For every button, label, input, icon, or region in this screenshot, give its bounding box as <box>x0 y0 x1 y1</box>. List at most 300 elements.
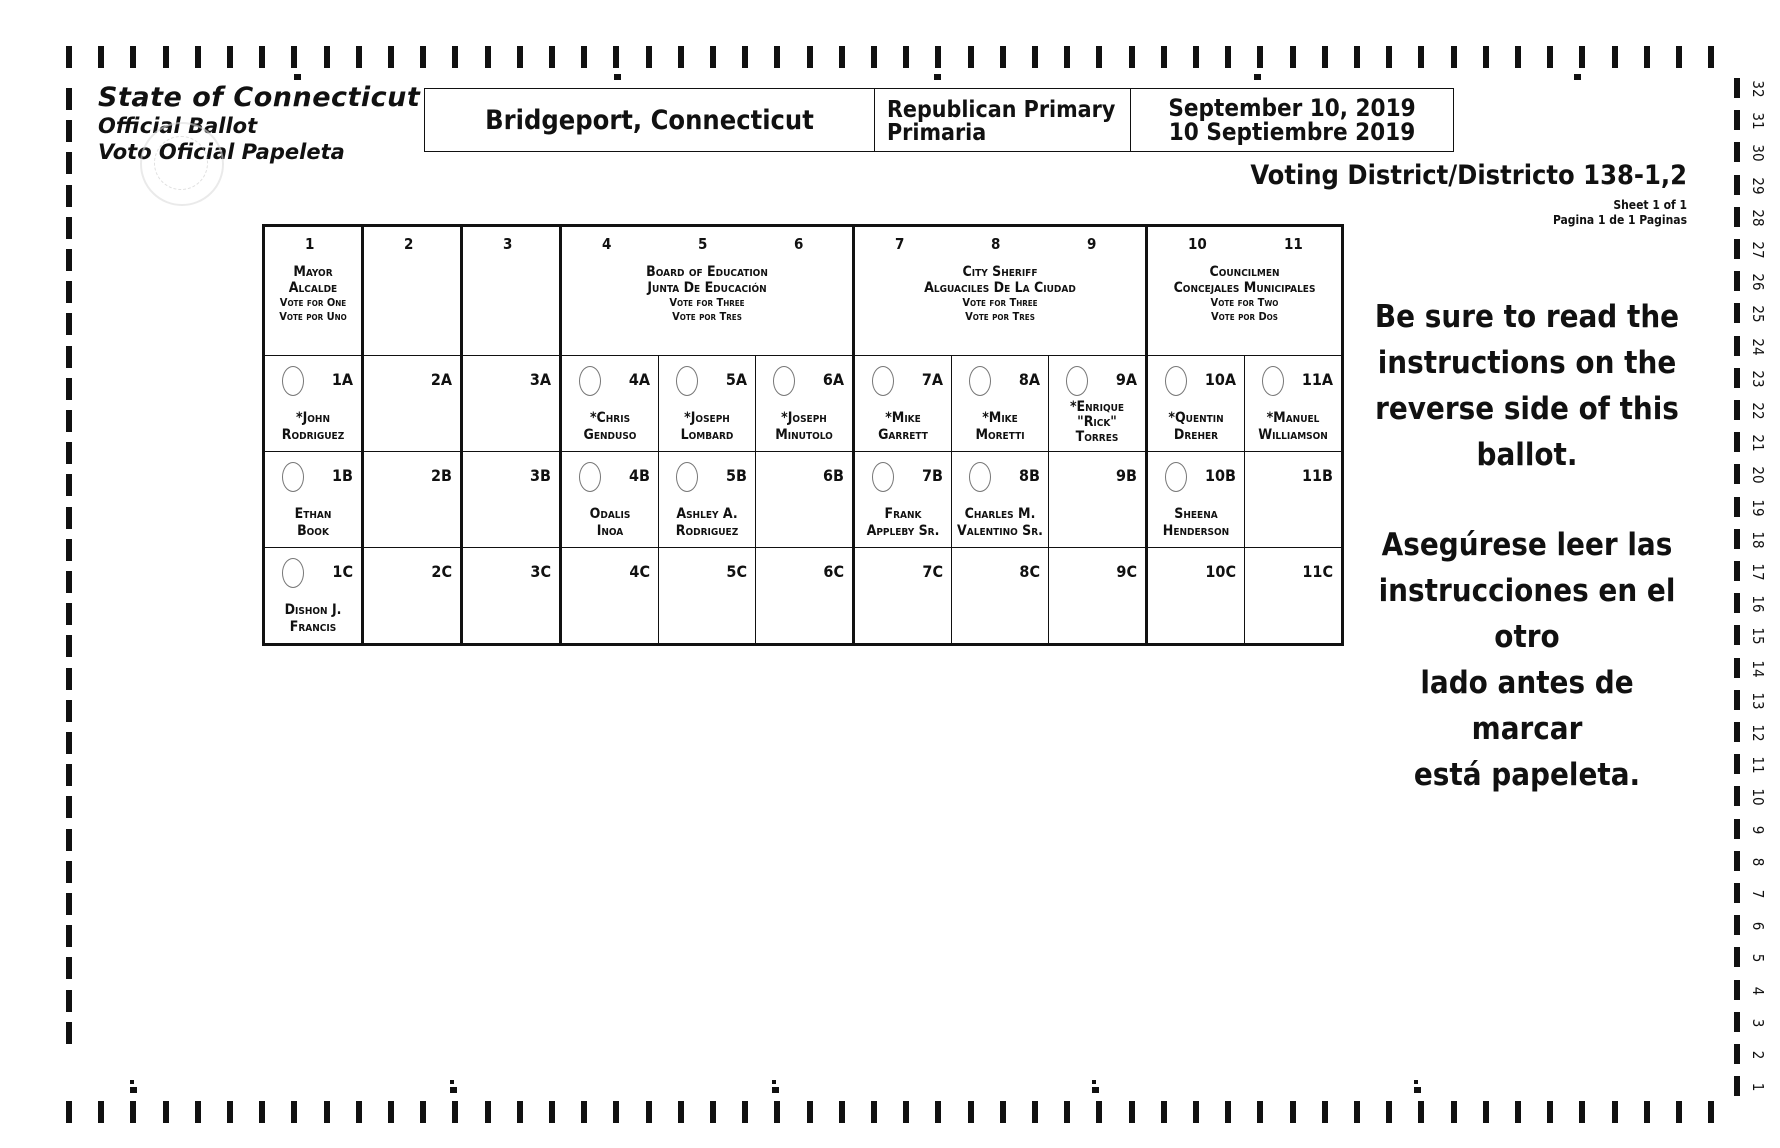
candidate-name-line: *Chris <box>589 410 631 426</box>
side-number: 23 <box>1749 370 1767 388</box>
timing-mark <box>1000 1101 1006 1123</box>
timing-mark <box>871 1101 877 1123</box>
timing-mark <box>1161 1101 1167 1123</box>
side-number: 21 <box>1749 434 1767 452</box>
vote-instruction-en: Vote for Three <box>962 296 1038 309</box>
timing-mark <box>259 46 265 68</box>
sheet-en: Sheet 1 of 1 <box>1613 198 1687 212</box>
column-number: 4 <box>602 235 612 253</box>
candidate-name-line: Frank <box>884 506 922 522</box>
timing-mark <box>66 925 72 947</box>
timing-mark <box>66 539 72 561</box>
timing-mark <box>1734 1076 1740 1096</box>
position-label: 8B <box>1019 466 1040 485</box>
timing-mark <box>66 281 72 303</box>
timing-mark <box>613 1101 619 1123</box>
timing-mark <box>66 635 72 657</box>
timing-mark <box>1734 819 1740 839</box>
candidate-name <box>562 410 658 444</box>
timing-mark <box>66 990 72 1012</box>
timing-mark <box>66 46 72 68</box>
column-number: 11 <box>1284 235 1303 253</box>
column-number: 5 <box>698 235 708 253</box>
candidate-name-line: Garrett <box>878 427 928 443</box>
timing-mark <box>195 1101 201 1123</box>
timing-mark <box>1644 46 1650 68</box>
candidate-name <box>1148 410 1244 444</box>
candidate-name <box>659 410 755 444</box>
ballot-cell <box>363 452 462 548</box>
ballot-cell <box>363 548 462 645</box>
vote-oval[interactable] <box>1165 462 1187 492</box>
side-number: 30 <box>1749 144 1767 162</box>
office-header <box>561 226 854 356</box>
office-title-en: Councilmen <box>1209 264 1280 280</box>
side-number: 28 <box>1749 209 1767 227</box>
instruction-line: Be sure to read the <box>1374 299 1680 335</box>
timing-mark <box>98 46 104 68</box>
position-label: 10A <box>1204 370 1236 389</box>
timing-mark <box>420 46 426 68</box>
vote-oval[interactable] <box>676 462 698 492</box>
timing-mark <box>1708 1101 1714 1123</box>
position-label: 2A <box>430 370 452 389</box>
candidate-name-line: Rodriguez <box>675 523 739 539</box>
timing-mark <box>1579 46 1585 68</box>
candidate-name-line: Ashley A. <box>676 506 738 522</box>
timing-mark <box>66 88 72 110</box>
timing-mark <box>294 74 301 80</box>
timing-mark <box>549 46 555 68</box>
timing-mark <box>1579 1101 1585 1123</box>
position-label: 11B <box>1302 466 1333 485</box>
ballot-cell <box>264 548 363 645</box>
candidate-name <box>265 506 361 540</box>
ballot-cell <box>561 548 659 645</box>
state-seal-icon <box>140 122 224 206</box>
timing-mark <box>646 1101 652 1123</box>
timing-mark <box>66 152 72 174</box>
office-title <box>1148 264 1341 324</box>
timing-mark <box>678 1101 684 1123</box>
position-label: 3A <box>529 370 551 389</box>
timing-mark <box>485 46 491 68</box>
timing-mark <box>66 571 72 593</box>
side-number: 4 <box>1749 986 1767 995</box>
ballot-grid <box>262 224 1344 646</box>
timing-mark <box>1734 625 1740 645</box>
timing-mark <box>66 120 72 142</box>
timing-mark <box>1096 46 1102 68</box>
ballot-cell <box>363 356 462 452</box>
candidate-name-line: *John <box>296 410 330 426</box>
timing-mark <box>1161 46 1167 68</box>
timing-mark <box>903 46 909 68</box>
candidate-name-line: Rodriguez <box>281 427 345 443</box>
timing-mark <box>1734 754 1740 774</box>
timing-mark <box>774 1101 780 1123</box>
timing-mark <box>1734 529 1740 549</box>
candidate-name-line: Inoa <box>596 523 624 539</box>
column-number: 9 <box>1087 235 1097 253</box>
candidate-name-line: *Mike <box>982 410 1018 426</box>
side-number: 3 <box>1749 1018 1767 1028</box>
ballot-cell <box>1049 548 1147 645</box>
timing-mark <box>772 1087 779 1093</box>
position-label: 1B <box>332 466 353 485</box>
side-number: 13 <box>1749 692 1767 710</box>
office-title <box>562 264 852 324</box>
candidate-name-line: *Manuel <box>1266 410 1320 426</box>
side-number: 8 <box>1749 857 1767 867</box>
side-number: 24 <box>1749 338 1767 356</box>
candidate-name-line: Appleby Sr. <box>866 523 940 539</box>
timing-mark <box>968 46 974 68</box>
timing-mark <box>324 1101 330 1123</box>
position-label: 2B <box>431 466 452 485</box>
candidate-name <box>855 410 951 444</box>
position-label: 5C <box>726 562 747 581</box>
timing-mark <box>1734 432 1740 452</box>
ballot-cell <box>952 356 1049 452</box>
candidate-name-line: Dishon J. <box>284 602 342 618</box>
candidate-name-line: Sheena <box>1174 506 1218 522</box>
timing-mark <box>968 1101 974 1123</box>
timing-mark <box>517 1101 523 1123</box>
instruction-line: lado antes de marcar <box>1420 665 1634 747</box>
ballot-cell <box>952 452 1049 548</box>
timing-mark <box>66 957 72 979</box>
timing-mark <box>130 46 136 68</box>
timing-mark <box>935 46 941 68</box>
ballot-cell <box>659 452 756 548</box>
vote-instruction-es: Vote por Uno <box>279 310 347 323</box>
position-label: 3C <box>530 562 551 581</box>
ballot-cell <box>561 452 659 548</box>
timing-mark <box>66 185 72 207</box>
timing-mark <box>1734 658 1740 678</box>
instruction-line: está papeleta. <box>1413 757 1641 793</box>
side-number: 16 <box>1749 595 1767 613</box>
timing-mark <box>1418 1101 1424 1123</box>
timing-mark <box>871 46 877 68</box>
timing-mark <box>66 507 72 529</box>
timing-mark <box>1644 1101 1650 1123</box>
office-title <box>855 264 1145 324</box>
timing-mark <box>1451 46 1457 68</box>
candidate-name-line: Odalis <box>589 506 631 522</box>
vote-instruction-es: Vote por Tres <box>672 310 742 323</box>
timing-mark <box>1734 883 1740 903</box>
vote-oval[interactable] <box>969 366 991 396</box>
timing-mark <box>1064 1101 1070 1123</box>
timing-mark <box>1064 46 1070 68</box>
timing-mark <box>1386 46 1392 68</box>
column-number: 2 <box>404 235 414 253</box>
timing-mark <box>1225 1101 1231 1123</box>
vote-oval[interactable] <box>282 366 304 396</box>
position-label: 9A <box>1115 370 1137 389</box>
candidate-name <box>265 410 361 444</box>
side-number: 27 <box>1749 241 1767 259</box>
timing-mark <box>420 1101 426 1123</box>
timing-mark <box>66 1101 72 1123</box>
ballot-cell <box>462 356 561 452</box>
side-number: 17 <box>1749 563 1767 581</box>
ballot-cell <box>854 356 952 452</box>
position-label: 5B <box>726 466 747 485</box>
vote-oval[interactable] <box>282 558 304 588</box>
instruction-line: reverse side of this <box>1375 391 1679 427</box>
candidate-name-line: Lombard <box>680 427 734 443</box>
side-number: 12 <box>1749 724 1767 742</box>
candidate-name-line: Ethan <box>294 506 332 522</box>
office-header <box>264 226 363 356</box>
timing-mark <box>66 764 72 786</box>
timing-mark <box>163 1101 169 1123</box>
position-label: 6A <box>822 370 844 389</box>
timing-mark <box>1734 142 1740 162</box>
vote-instruction-en: Vote for One <box>279 296 347 309</box>
timing-mark <box>1734 1012 1740 1032</box>
side-number: 7 <box>1749 889 1767 899</box>
office-header <box>363 226 462 356</box>
timing-mark <box>1734 207 1740 227</box>
vote-oval[interactable] <box>1066 366 1088 396</box>
office-header-row <box>264 226 1343 356</box>
party-label <box>875 89 1131 151</box>
vote-oval[interactable] <box>1262 366 1284 396</box>
timing-mark <box>388 1101 394 1123</box>
timing-mark <box>66 732 72 754</box>
timing-mark <box>517 46 523 68</box>
timing-mark <box>66 668 72 690</box>
election-header <box>424 88 1454 152</box>
candidate-row <box>264 452 1343 548</box>
timing-mark <box>356 46 362 68</box>
timing-mark <box>98 1101 104 1123</box>
timing-mark <box>1734 851 1740 871</box>
timing-mark <box>1096 1101 1102 1123</box>
timing-mark <box>1734 786 1740 806</box>
timing-mark <box>1193 46 1199 68</box>
timing-mark <box>1734 110 1740 130</box>
timing-mark <box>66 796 72 818</box>
timing-mark <box>903 1101 909 1123</box>
timing-mark <box>1290 1101 1296 1123</box>
timing-mark <box>1032 46 1038 68</box>
timing-mark <box>1092 1087 1099 1093</box>
side-number: 6 <box>1749 921 1767 931</box>
ballot-cell <box>1245 356 1343 452</box>
timing-mark <box>1734 303 1740 323</box>
ballot-title-en: Official Ballot <box>98 114 258 138</box>
timing-mark <box>1547 1101 1553 1123</box>
ballot-cell <box>756 548 854 645</box>
election-date <box>1131 89 1453 151</box>
timing-mark <box>291 1101 297 1123</box>
timing-mark <box>1354 1101 1360 1123</box>
office-title-es: Junta De Educación <box>647 280 767 296</box>
candidate-row <box>264 548 1343 645</box>
timing-mark <box>549 1101 555 1123</box>
vote-oval[interactable] <box>872 462 894 492</box>
side-number: 5 <box>1749 954 1767 963</box>
office-title <box>265 264 361 324</box>
timing-mark <box>1734 690 1740 710</box>
timing-mark <box>807 1101 813 1123</box>
position-label: 6B <box>823 466 844 485</box>
timing-mark <box>614 74 621 80</box>
vote-oval[interactable] <box>1165 366 1187 396</box>
candidate-name-line: Torres <box>1075 429 1119 445</box>
position-label: 8A <box>1018 370 1040 389</box>
position-label: 10C <box>1205 562 1236 581</box>
sheet-info <box>1553 198 1687 228</box>
office-title-es: Concejales Municipales <box>1173 280 1316 296</box>
ballot-title-es: Voto Oficial Papeleta <box>98 140 345 164</box>
timing-mark <box>450 1087 457 1093</box>
timing-mark <box>450 1080 454 1084</box>
timing-mark <box>1129 46 1135 68</box>
timing-mark <box>1547 46 1553 68</box>
timing-mark <box>324 46 330 68</box>
candidate-name-line: Dreher <box>1173 427 1219 443</box>
ballot-cell <box>1049 356 1147 452</box>
timing-mark <box>1483 1101 1489 1123</box>
position-label: 3B <box>530 466 551 485</box>
party-es: Primaria <box>887 120 987 146</box>
timing-mark <box>130 1101 136 1123</box>
ballot-cell <box>659 356 756 452</box>
timing-mark <box>227 46 233 68</box>
position-label: 4B <box>629 466 650 485</box>
timing-mark <box>66 1022 72 1044</box>
instruction-line: ballot. <box>1476 437 1578 473</box>
timing-mark <box>452 1101 458 1123</box>
side-number: 1 <box>1749 1082 1767 1092</box>
ballot-cell <box>854 452 952 548</box>
candidate-name-line: Charles M. <box>964 506 1036 522</box>
state-title: State of Connecticut <box>98 82 421 113</box>
timing-mark <box>1676 1101 1682 1123</box>
timing-mark <box>1092 1080 1096 1084</box>
timing-mark <box>259 1101 265 1123</box>
timing-mark <box>291 46 297 68</box>
column-number: 1 <box>305 235 315 253</box>
position-label: 2C <box>431 562 452 581</box>
candidate-name-line: Genduso <box>583 427 637 443</box>
party-en: Republican Primary <box>887 97 1116 123</box>
timing-mark <box>1734 175 1740 195</box>
candidate-name <box>1245 410 1341 444</box>
timing-mark <box>1515 1101 1521 1123</box>
timing-mark <box>1708 46 1714 68</box>
ballot-cell <box>1147 452 1245 548</box>
office-header <box>1147 226 1343 356</box>
candidate-name <box>952 506 1048 540</box>
timing-mark <box>1734 400 1740 420</box>
side-number: 11 <box>1749 756 1767 774</box>
timing-mark <box>130 1080 134 1084</box>
timing-mark <box>1322 46 1328 68</box>
ballot-cell <box>264 356 363 452</box>
timing-mark <box>1483 46 1489 68</box>
side-number: 18 <box>1749 531 1767 549</box>
office-title-es: Alcalde <box>288 280 338 296</box>
timing-mark <box>1734 239 1740 259</box>
timing-mark <box>1414 1087 1421 1093</box>
timing-mark <box>613 46 619 68</box>
timing-mark <box>66 700 72 722</box>
timing-mark <box>839 1101 845 1123</box>
vote-oval[interactable] <box>676 366 698 396</box>
vote-oval[interactable] <box>579 462 601 492</box>
timing-mark <box>1676 46 1682 68</box>
timing-mark <box>1734 915 1740 935</box>
candidate-name-line: *Quentin <box>1168 410 1224 426</box>
vote-oval[interactable] <box>872 366 894 396</box>
timing-mark <box>646 46 652 68</box>
vote-oval[interactable] <box>969 462 991 492</box>
vote-oval[interactable] <box>282 462 304 492</box>
timing-mark <box>66 603 72 625</box>
timing-mark <box>1734 980 1740 1000</box>
timing-mark <box>1032 1101 1038 1123</box>
side-number: 29 <box>1749 177 1767 195</box>
ballot-cell <box>1245 548 1343 645</box>
candidate-name <box>659 506 755 540</box>
candidate-name-line: Williamson <box>1258 427 1328 443</box>
timing-mark <box>935 1101 941 1123</box>
candidate-name-line: Henderson <box>1162 523 1230 539</box>
timing-mark <box>356 1101 362 1123</box>
column-number: 3 <box>503 235 513 253</box>
timing-mark <box>1290 46 1296 68</box>
candidate-name <box>756 410 852 444</box>
position-label: 7B <box>922 466 943 485</box>
candidate-name-line: Francis <box>289 619 337 635</box>
candidate-name <box>265 602 361 636</box>
office-title-es: Alguaciles De La Ciudad <box>924 280 1076 296</box>
vote-oval[interactable] <box>579 366 601 396</box>
timing-mark <box>66 829 72 851</box>
timing-mark <box>1612 1101 1618 1123</box>
ballot-cell <box>561 356 659 452</box>
vote-oval[interactable] <box>773 366 795 396</box>
timing-mark <box>839 46 845 68</box>
timing-mark <box>581 46 587 68</box>
column-number: 6 <box>794 235 804 253</box>
candidate-row <box>264 356 1343 452</box>
timing-mark <box>772 1080 776 1084</box>
timing-mark <box>1418 46 1424 68</box>
candidate-name <box>855 506 951 540</box>
timing-mark <box>1734 947 1740 967</box>
timing-mark <box>66 474 72 496</box>
ballot-cell <box>659 548 756 645</box>
candidate-name-line: Minutolo <box>775 427 833 443</box>
date-en: September 10, 2019 <box>1168 94 1416 122</box>
side-number: 10 <box>1749 788 1767 806</box>
office-title-en: Board of Education <box>646 264 768 280</box>
office-header <box>854 226 1147 356</box>
position-label: 9C <box>1116 562 1137 581</box>
position-label: 10B <box>1205 466 1236 485</box>
candidate-name-line: *Mike <box>885 410 921 426</box>
side-number: 26 <box>1749 273 1767 291</box>
ballot-cell <box>756 452 854 548</box>
